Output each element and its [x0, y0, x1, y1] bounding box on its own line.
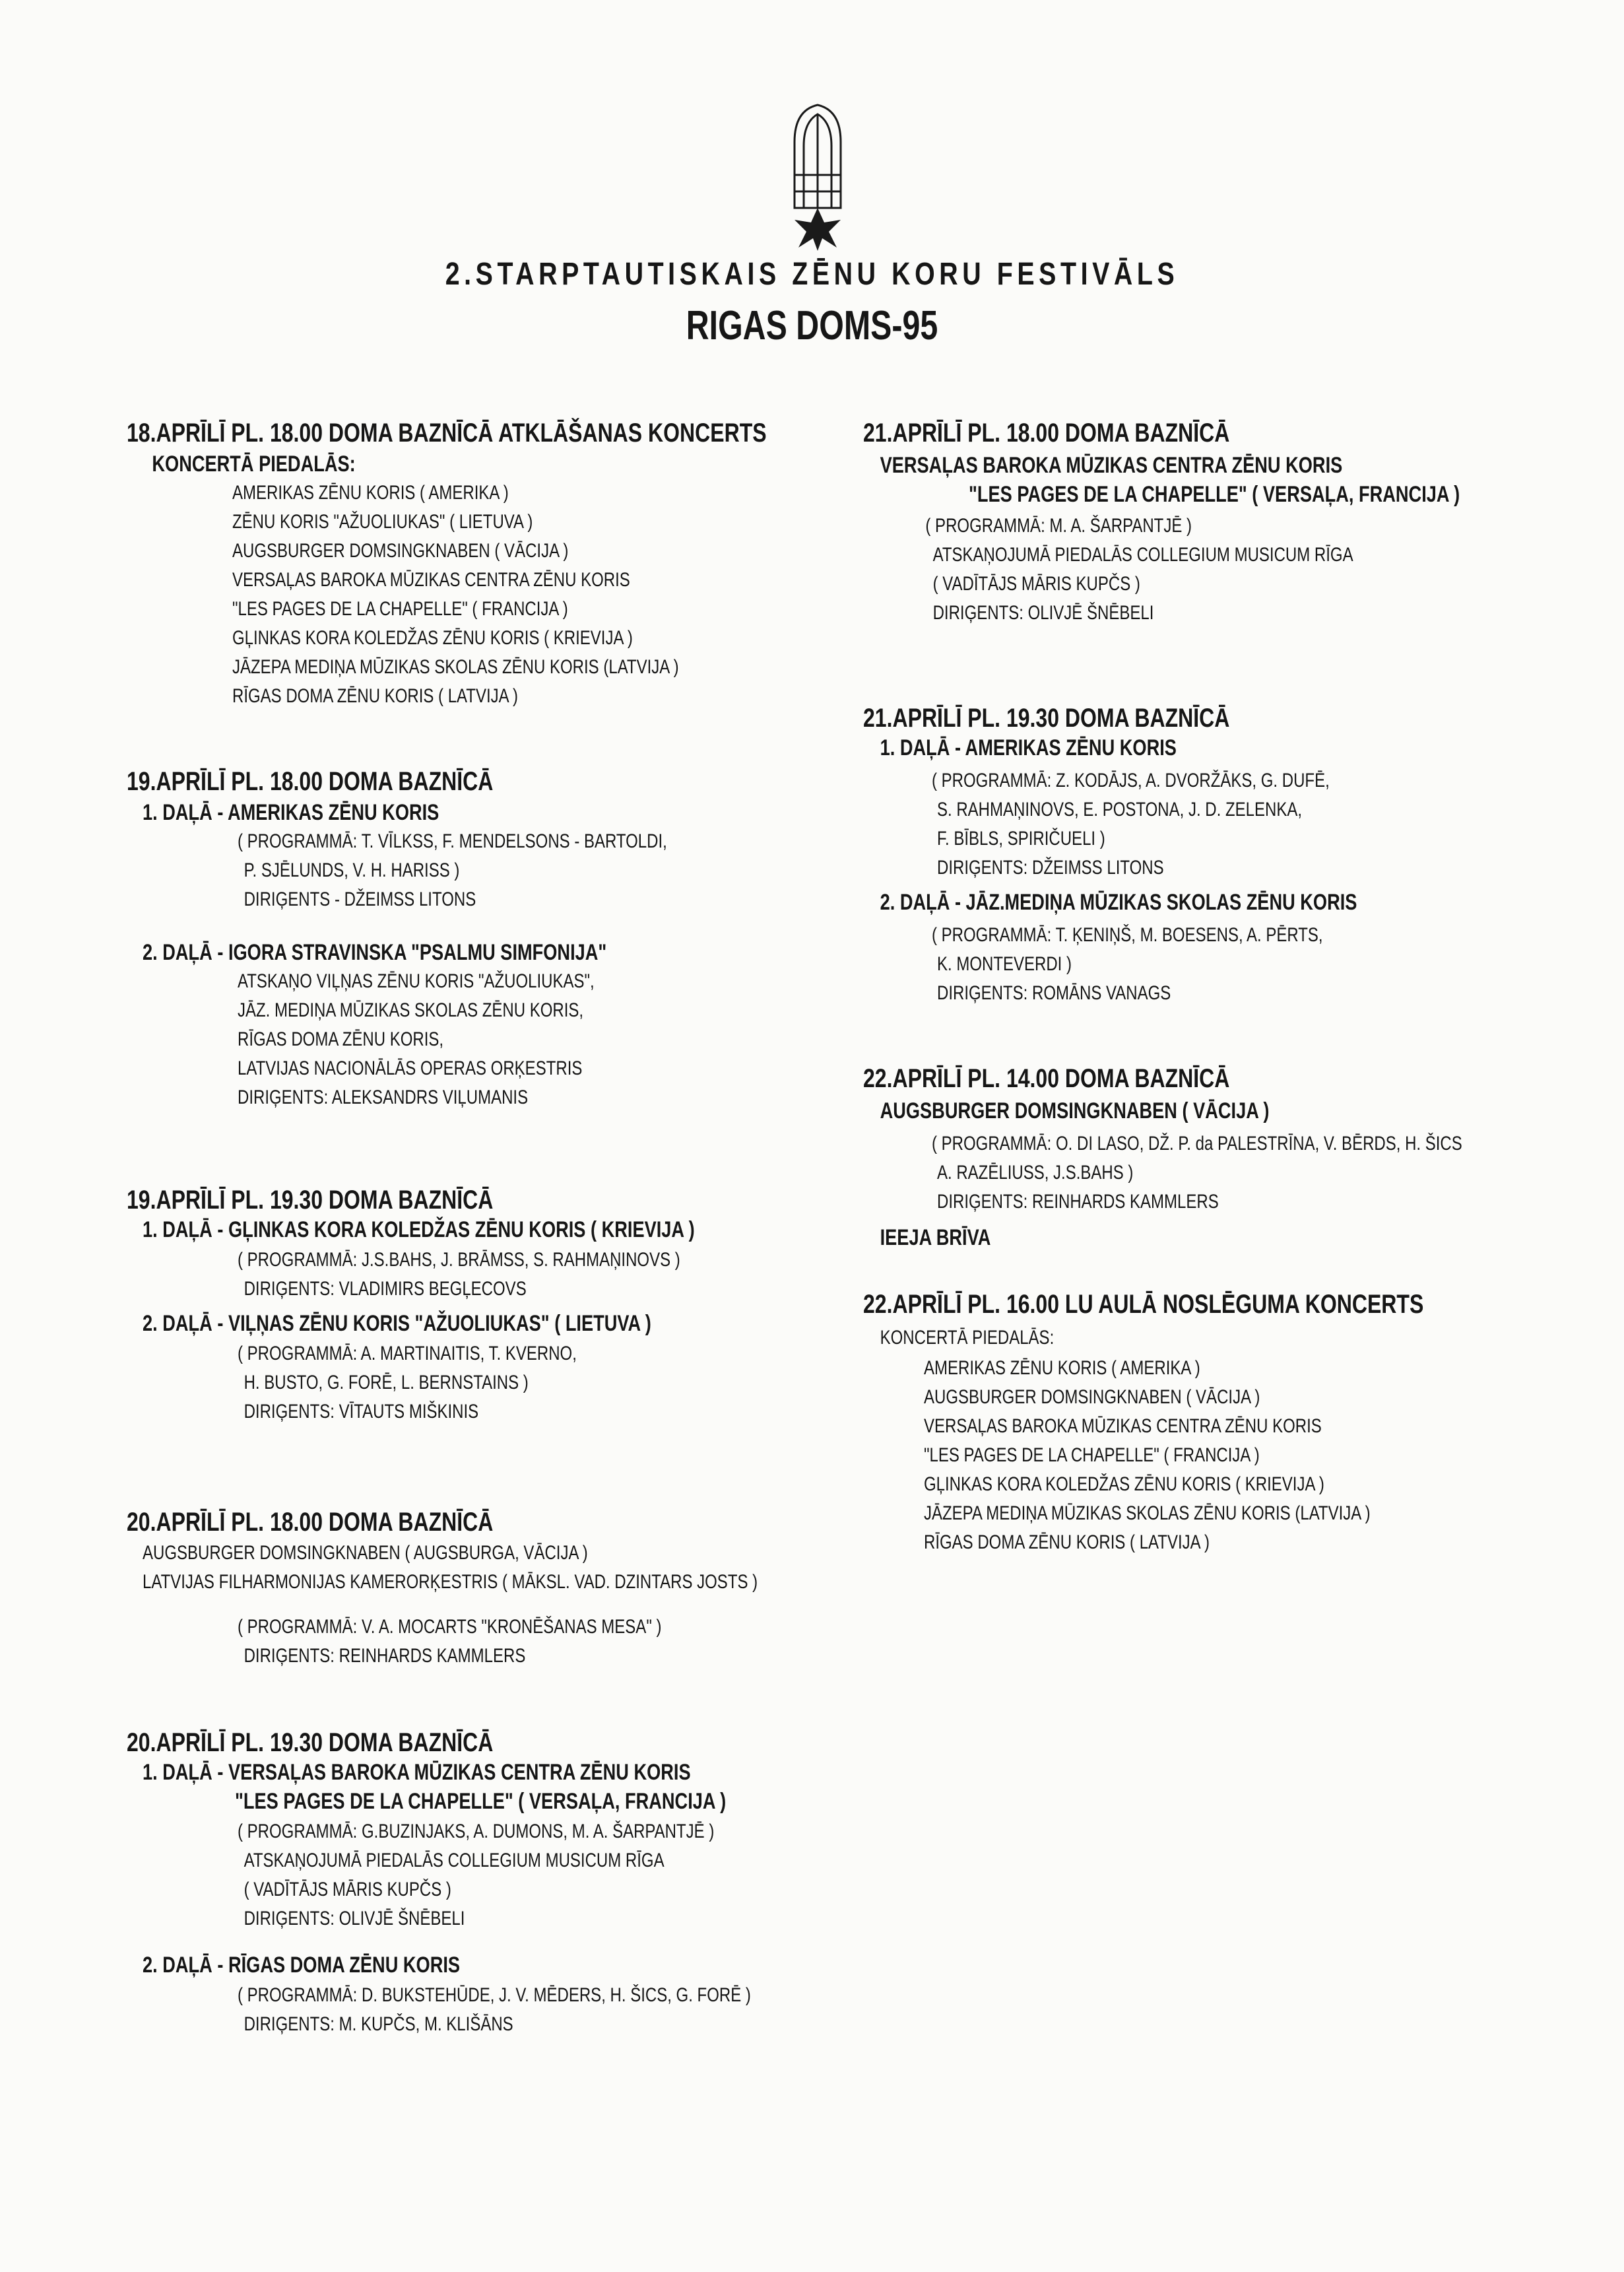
event-line: AMERIKAS ZĒNU KORIS ( AMERIKA ) — [924, 1357, 1200, 1379]
event-line: JĀZ. MEDIŅA MŪZIKAS SKOLAS ZĒNU KORIS, — [238, 999, 584, 1021]
event-line: ( PROGRAMMĀ: D. BUKSTEHŪDE, J. V. MĒDERS, H. ŠICS, G. FORĒ ) — [238, 1984, 751, 2006]
event-line: "LES PAGES DE LA CHAPELLE" ( FRANCIJA ) — [232, 598, 568, 620]
event-line: ( PROGRAMMĀ: T. ĶENIŅŠ, M. BOESENS, A. PĒRTS, — [932, 924, 1323, 946]
event-part-heading: 1. DAĻĀ - AMERIKAS ZĒNU KORIS — [880, 735, 1177, 760]
event-line: "LES PAGES DE LA CHAPELLE" ( FRANCIJA ) — [924, 1444, 1260, 1466]
event-line: DIRIĢENTS: M. KUPČS, M. KLIŠĀNS — [244, 2013, 513, 2035]
event-line: DIRIĢENTS: VLADIMIRS BEGĻECOVS — [244, 1278, 527, 1300]
event-line: DIRIĢENTS: OLIVJĒ ŠNĒBELI — [244, 1908, 465, 1929]
event-line: ( PROGRAMMĀ: Z. KODĀJS, A. DVORŽĀKS, G. DUFĒ, — [932, 770, 1330, 791]
event-line: H. BUSTO, G. FORĒ, L. BERNSTAINS ) — [244, 1372, 529, 1393]
event-heading: 20.APRĪLĪ PL. 18.00 DOMA BAZNĪCĀ — [127, 1508, 494, 1537]
event-heading: 22.APRĪLĪ PL. 14.00 DOMA BAZNĪCĀ — [863, 1064, 1230, 1093]
event-line: KONCERTĀ PIEDALĀS: — [880, 1327, 1055, 1349]
event-line: DIRIĢENTS: DŽEIMSS LITONS — [937, 857, 1164, 879]
event-part-heading: 2. DAĻĀ - JĀZ.MEDIŅA MŪZIKAS SKOLAS ZĒNU KORIS — [880, 890, 1357, 915]
event-part-heading: 1. DAĻĀ - AMERIKAS ZĒNU KORIS — [143, 800, 439, 825]
event-line: ZĒNU KORIS "AŽUOLIUKAS" ( LIETUVA ) — [232, 511, 533, 533]
event-line: ( PROGRAMMĀ: V. A. MOCARTS "KRONĒŠANAS MESA" ) — [238, 1616, 662, 1638]
event-line: A. RAZĒLIUSS, J.S.BAHS ) — [937, 1162, 1134, 1184]
event-line: DIRIĢENTS: ROMĀNS VANAGS — [937, 982, 1171, 1004]
event-line: RĪGAS DOMA ZĒNU KORIS, — [238, 1028, 444, 1050]
event-line: ( PROGRAMMĀ: O. DI LASO, DŽ. P. da PALESTRĪNA, V. BĒRDS, H. ŠICS — [932, 1133, 1462, 1154]
event-heading: 21.APRĪLĪ PL. 19.30 DOMA BAZNĪCĀ — [863, 704, 1230, 733]
event-line: ATSKAŅOJUMĀ PIEDALĀS COLLEGIUM MUSICUM RĪGA — [932, 544, 1353, 566]
event-part-heading: VERSAĻAS BAROKA MŪZIKAS CENTRA ZĒNU KORIS — [880, 453, 1343, 478]
festival-title: 2.STARPTAUTISKAIS ZĒNU KORU FESTIVĀLS — [445, 257, 1179, 292]
event-part-heading: "LES PAGES DE LA CHAPELLE" ( VERSAĻA, FRANCIJA ) — [969, 482, 1460, 507]
festival-subtitle: RIGAS DOMS-95 — [686, 303, 938, 349]
event-line: ( PROGRAMMĀ: A. MARTINAITIS, T. KVERNO, — [238, 1343, 577, 1364]
festival-emblem-icon — [781, 102, 854, 251]
event-line: P. SJĒLUNDS, V. H. HARISS ) — [244, 859, 460, 881]
event-line: DIRIĢENTS: OLIVJĒ ŠNĒBELI — [932, 602, 1154, 624]
event-part-heading: 2. DAĻĀ - RĪGAS DOMA ZĒNU KORIS — [143, 1953, 461, 1978]
event-part-heading: 1. DAĻĀ - GĻINKAS KORA KOLEDŽAS ZĒNU KORIS ( KRIEVIJA ) — [143, 1217, 695, 1242]
event-line: VERSAĻAS BAROKA MŪZIKAS CENTRA ZĒNU KORIS — [924, 1415, 1322, 1437]
event-line: S. RAHMAŅINOVS, E. POSTONA, J. D. ZELENKA, — [937, 799, 1303, 820]
event-line: RĪGAS DOMA ZĒNU KORIS ( LATVIJA ) — [232, 685, 518, 707]
event-line: DIRIĢENTS - DŽEIMSS LITONS — [244, 888, 476, 910]
event-line: ATSKAŅOJUMĀ PIEDALĀS COLLEGIUM MUSICUM RĪGA — [244, 1850, 665, 1871]
event-line: ( VADĪTĀJS MĀRIS KUPČS ) — [244, 1879, 451, 1900]
event-line: LATVIJAS FILHARMONIJAS KAMERORĶESTRIS ( MĀKSL. VAD. DZINTARS JOSTS ) — [143, 1571, 758, 1593]
event-line: DIRIĢENTS: ALEKSANDRS VIĻUMANIS — [238, 1086, 529, 1108]
event-heading: 19.APRĪLĪ PL. 19.30 DOMA BAZNĪCĀ — [127, 1186, 494, 1215]
event-line: DIRIĢENTS: REINHARDS KAMMLERS — [244, 1645, 526, 1667]
event-line: ( PROGRAMMĀ: J.S.BAHS, J. BRĀMSS, S. RAHMAŅINOVS ) — [238, 1249, 680, 1271]
event-line: LATVIJAS NACIONĀLĀS OPERAS ORĶESTRIS — [238, 1057, 583, 1079]
event-part-heading: 1. DAĻĀ - VERSAĻAS BAROKA MŪZIKAS CENTRA ZĒNU KORIS — [143, 1760, 691, 1785]
event-heading: 18.APRĪLĪ PL. 18.00 DOMA BAZNĪCĀ ATKLĀŠANAS KONCERTS — [127, 418, 767, 448]
event-heading: 21.APRĪLĪ PL. 18.00 DOMA BAZNĪCĀ — [863, 418, 1230, 448]
event-line: DIRIĢENTS: REINHARDS KAMMLERS — [937, 1191, 1219, 1213]
event-part-heading: 2. DAĻĀ - IGORA STRAVINSKA "PSALMU SIMFONIJA" — [143, 940, 607, 965]
event-line: VERSAĻAS BAROKA MŪZIKAS CENTRA ZĒNU KORIS — [232, 569, 630, 591]
event-part-heading: "LES PAGES DE LA CHAPELLE" ( VERSAĻA, FRANCIJA ) — [235, 1789, 727, 1814]
event-line: JĀZEPA MEDIŅA MŪZIKAS SKOLAS ZĒNU KORIS (LATVIJA ) — [232, 656, 679, 678]
event-heading: 22.APRĪLĪ PL. 16.00 LU AULĀ NOSLĒGUMA KONCERTS — [863, 1290, 1424, 1319]
event-line: RĪGAS DOMA ZĒNU KORIS ( LATVIJA ) — [924, 1531, 1210, 1553]
event-heading: 20.APRĪLĪ PL. 19.30 DOMA BAZNĪCĀ — [127, 1728, 494, 1757]
event-line: AMERIKAS ZĒNU KORIS ( AMERIKA ) — [232, 482, 509, 504]
event-line: KONCERTĀ PIEDALĀS: — [152, 451, 356, 477]
event-part-heading: IEEJA BRĪVA — [880, 1225, 991, 1250]
event-line: GĻINKAS KORA KOLEDŽAS ZĒNU KORIS ( KRIEVIJA ) — [232, 627, 633, 649]
event-part-heading: 2. DAĻĀ - VIĻŅAS ZĒNU KORIS "AŽUOLIUKAS" ( LIETUVA ) — [143, 1311, 651, 1336]
event-line: AUGSBURGER DOMSINGKNABEN ( VĀCIJA ) — [924, 1386, 1260, 1408]
event-part-heading: AUGSBURGER DOMSINGKNABEN ( VĀCIJA ) — [880, 1098, 1270, 1123]
event-heading: 19.APRĪLĪ PL. 18.00 DOMA BAZNĪCĀ — [127, 767, 494, 796]
event-line: DIRIĢENTS: VĪTAUTS MIŠKINIS — [244, 1401, 479, 1422]
event-line: ( PROGRAMMĀ: G.BUZINJAKS, A. DUMONS, M. A. ŠARPANTJĒ ) — [238, 1821, 715, 1842]
event-line: AUGSBURGER DOMSINGKNABEN ( VĀCIJA ) — [232, 540, 569, 562]
event-line: JĀZEPA MEDIŅA MŪZIKAS SKOLAS ZĒNU KORIS (LATVIJA ) — [924, 1502, 1371, 1524]
event-line: ( PROGRAMMĀ: M. A. ŠARPANTJĒ ) — [925, 515, 1192, 537]
event-line: K. MONTEVERDI ) — [937, 953, 1072, 975]
event-line: ATSKAŅO VIĻŅAS ZĒNU KORIS "AŽUOLIUKAS", — [238, 970, 595, 992]
event-line: AUGSBURGER DOMSINGKNABEN ( AUGSBURGA, VĀCIJA ) — [143, 1542, 588, 1564]
event-line: ( PROGRAMMĀ: T. VĪLKSS, F. MENDELSONS - BARTOLDI, — [238, 830, 667, 852]
event-line: F. BĪBLS, SPIRIČUELI ) — [937, 828, 1105, 850]
event-line: GĻINKAS KORA KOLEDŽAS ZĒNU KORIS ( KRIEVIJA ) — [924, 1473, 1324, 1495]
event-line: ( VADĪTĀJS MĀRIS KUPČS ) — [932, 573, 1140, 595]
